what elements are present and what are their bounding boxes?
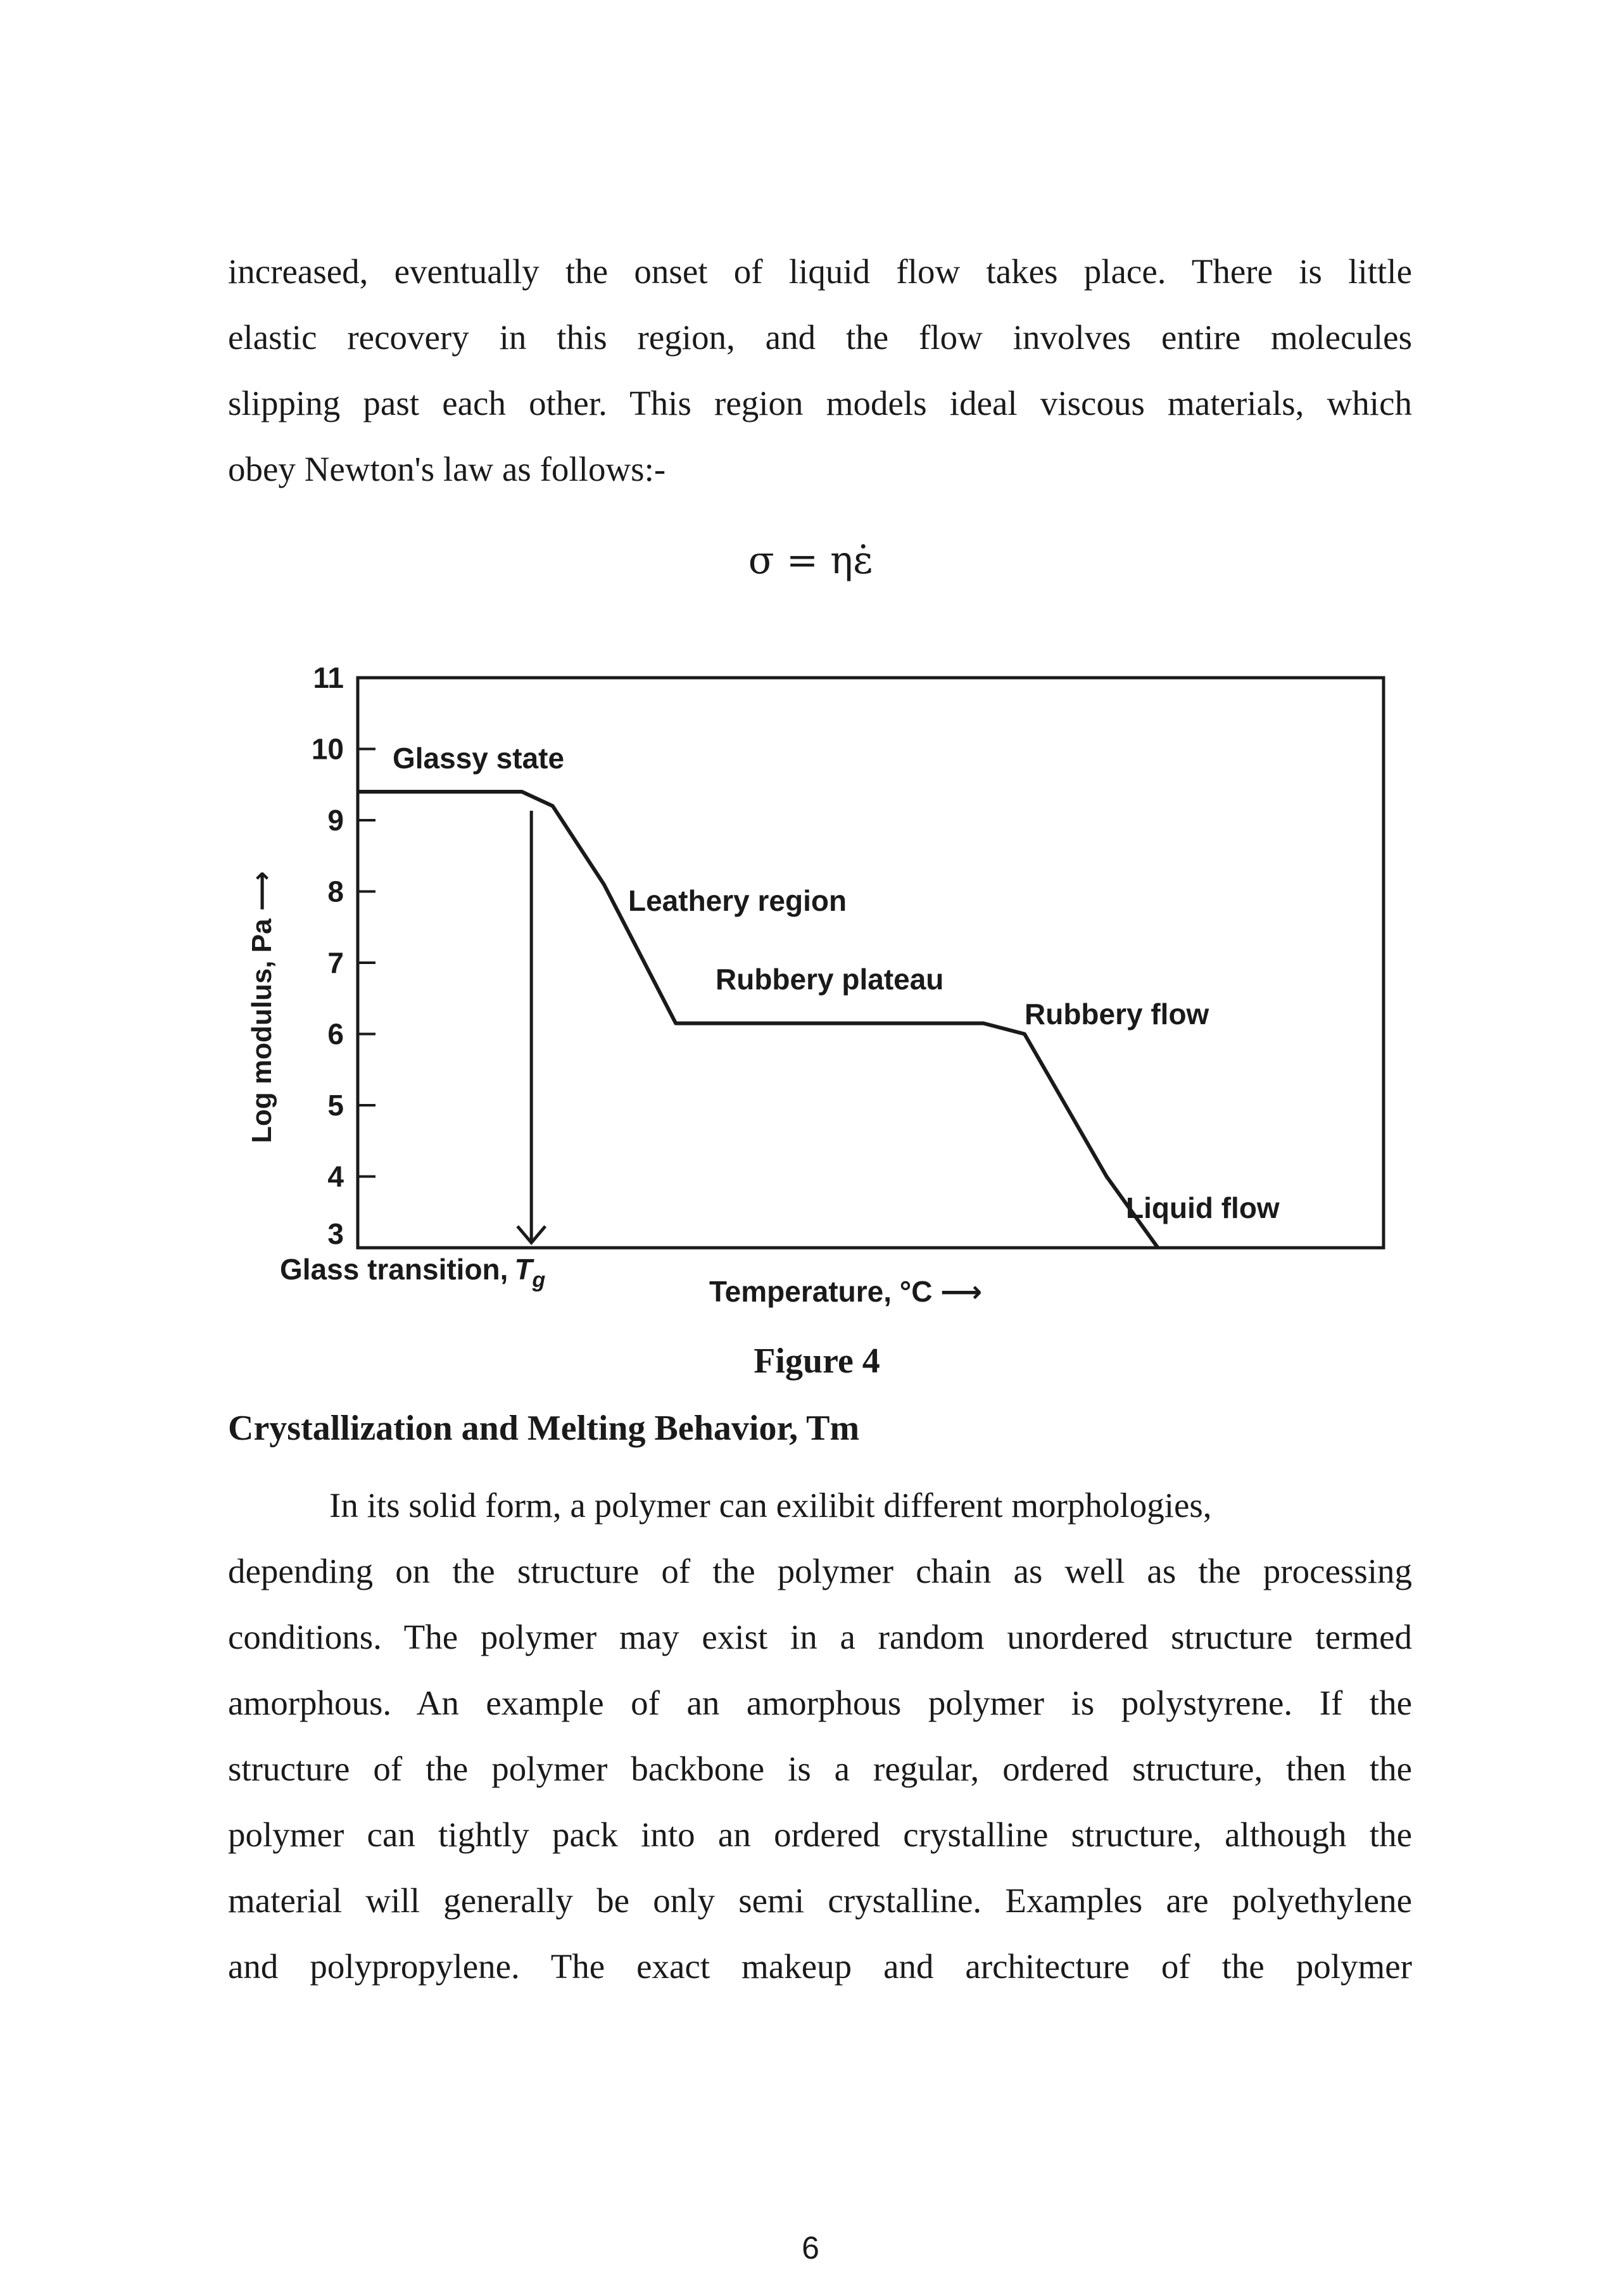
text-line: slipping past each other. This region models ideal viscous materials, which [228,384,1412,422]
y-tick-label: 11 [313,661,344,694]
modulus-temperature-chart [241,652,1406,1330]
text-line: elastic recovery in this region, and the flow involves entire molecules [228,318,1412,357]
text-line: increased, eventually the onset of liquid flow takes place. There is little [228,252,1412,291]
y-tick-label: 8 [327,875,344,908]
y-tick-label: 9 [327,804,344,837]
y-tick-label: 3 [327,1217,344,1250]
annotation-glassy-state: Glassy state [393,742,565,775]
annotation-rubbery-flow: Rubbery flow [1025,998,1209,1031]
y-tick-label: 7 [327,946,344,979]
x-axis-label: Temperature, °C ⟶ [709,1275,983,1308]
text-line: amorphous. An example of an amorphous polymer is polystyrene. If the [228,1684,1412,1722]
text-line: and polypropylene. The exact makeup and architecture of the polymer [228,1947,1412,1986]
y-axis-ticks [312,661,375,1250]
annotation-leathery-region: Leathery region [628,884,847,917]
text-line: depending on the structure of the polymer chain as well as the processing [228,1552,1412,1590]
annotation-liquid-flow: Liquid flow [1126,1191,1280,1224]
text-line: material will generally be only semi crystalline. Examples are polyethylene [228,1881,1412,1920]
y-tick-label: 4 [327,1160,344,1193]
y-tick-label: 10 [311,732,344,766]
text-line: conditions. The polymer may exist in a random unordered structure termed [228,1618,1412,1656]
text-line: obey Newton's law as follows:- [228,450,666,488]
paragraph-newtonian-flow [228,239,1412,502]
page-number: 6 [802,2230,819,2266]
y-axis-label: Log modulus, Pa ⟶ [246,871,277,1143]
y-tick-label: 6 [327,1017,344,1051]
newton-law-equation: σ = ηε̇ [748,538,873,583]
text-line: In its solid form, a polymer can exilibit different morphologies, [329,1486,1212,1525]
glass-transition-text: Glass transition, [280,1253,508,1286]
annotation-rubbery-plateau: Rubbery plateau [716,963,944,996]
text-line: polymer can tightly pack into an ordered crystalline structure, although the [228,1815,1412,1854]
glass-transition-label [280,1253,546,1292]
tg-subscript: g [532,1268,546,1292]
tg-symbol: T [514,1253,533,1286]
paragraph-morphology [228,1473,1412,2000]
y-tick-label: 5 [327,1089,344,1122]
text-line: structure of the polymer backbone is a regular, ordered structure, then the [228,1749,1412,1788]
section-heading: Crystallization and Melting Behavior, Tm [228,1409,860,1448]
figure-caption: Figure 4 [754,1341,880,1381]
